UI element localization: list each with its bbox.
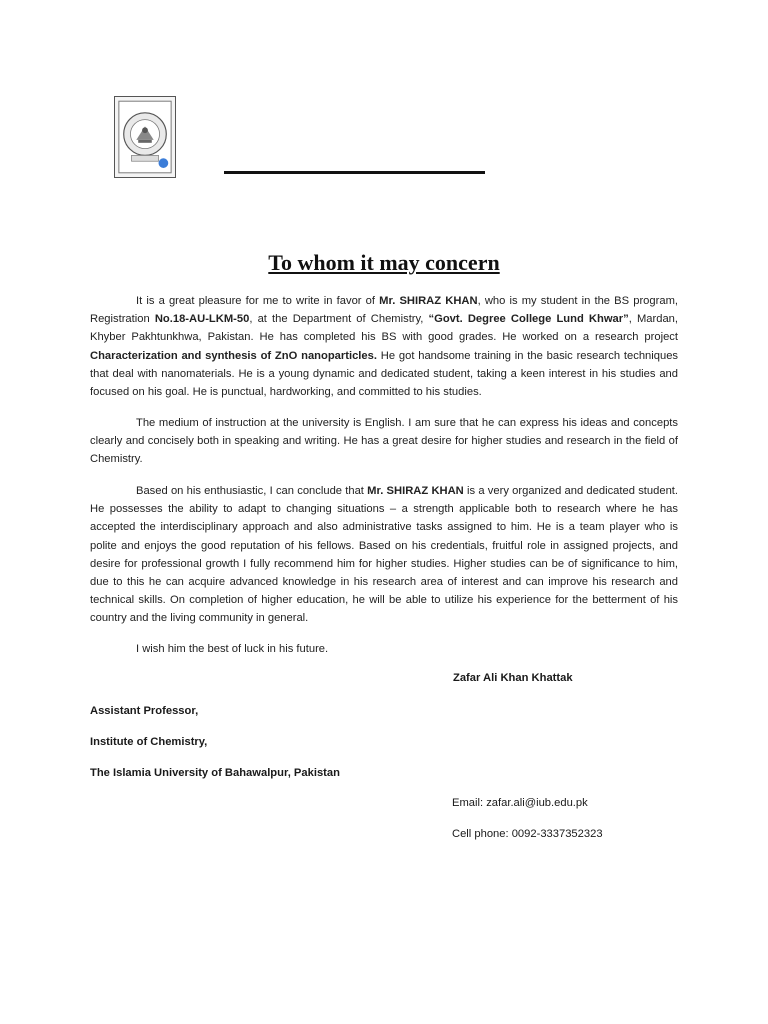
p1-text-4: , Mardan, Khyber Pakhtunkhwa, Pakistan. He has completed his BS with good grades. He worked on a research project <box>90 313 679 344</box>
p2-text: The medium of instruction at the university is English. I am sure that he can express his ideas and concepts clearly and concisely both in speaking and writing. He has a great desire for higher studies and research in the field of Chemistry. <box>90 417 678 466</box>
letter-title: To whom it may concern <box>268 250 500 275</box>
college-seal-logo <box>114 96 176 178</box>
signer-name: Zafar Ali Khan Khattak <box>453 672 573 684</box>
signer-department: Institute of Chemistry, <box>90 736 208 748</box>
student-name-2: Mr. SHIRAZ KHAN <box>367 485 464 497</box>
paragraph-2 <box>90 414 678 469</box>
paragraph-3 <box>90 482 678 628</box>
student-name: Mr. SHIRAZ KHAN <box>379 295 478 307</box>
p3-text-2: is a very organized and dedicated student. He possesses the ability to adapt to changing situations – a strength applicable both to research where he has accepted the interdisciplinary approach and also administrative tasks assigned to him. He is a team player who is polite and enjoys the good reputation of his fellows. Based on his credentials, fruitful role in assigned projects, and desire for professional growth I fully recommend him for higher studies. Higher studies can be of significance to him, due to this he can acquire advanced knowledge in his research area of interest and can improve his research and technical skills. On completion of higher education, he will be able to utilize his experience for the betterment of his country and the living community in general. <box>90 485 679 625</box>
contact-email: Email: zafar.ali@iub.edu.pk <box>452 797 588 809</box>
p1-text-1: It is a great pleasure for me to write in favor of <box>136 295 380 307</box>
project-title: Characterization and synthesis of ZnO nanoparticles. <box>90 349 377 362</box>
header-rule <box>224 171 485 174</box>
college-name: “Govt. Degree College Lund Khwar” <box>428 313 629 326</box>
seal-icon <box>115 97 175 177</box>
p4-text: I wish him the best of luck in his future. <box>136 643 329 655</box>
contact-phone: Cell phone: 0092-3337352323 <box>452 828 603 840</box>
paragraph-1 <box>90 292 678 401</box>
p3-text-1: Based on his enthusiastic, I can conclude that <box>136 485 368 497</box>
p1-text-3: , at the Department of Chemistry, <box>249 313 429 326</box>
p1-text-5: He got handsome training in the basic research techniques that deal with nanomaterials. He is a young dynamic and dedicated student, taking a keen interest in his studies and focused on his goal. He is punctual, hardworking, and committed to his studies. <box>90 349 679 399</box>
paragraph-4 <box>90 640 678 658</box>
signer-university: The Islamia University of Bahawalpur, Pakistan <box>90 767 340 779</box>
signer-position: Assistant Professor, <box>90 705 199 717</box>
p1-text-2: , who is my student in the BS program, Registration <box>90 295 678 326</box>
registration-number: No.18-AU-LKM-50 <box>154 313 250 326</box>
